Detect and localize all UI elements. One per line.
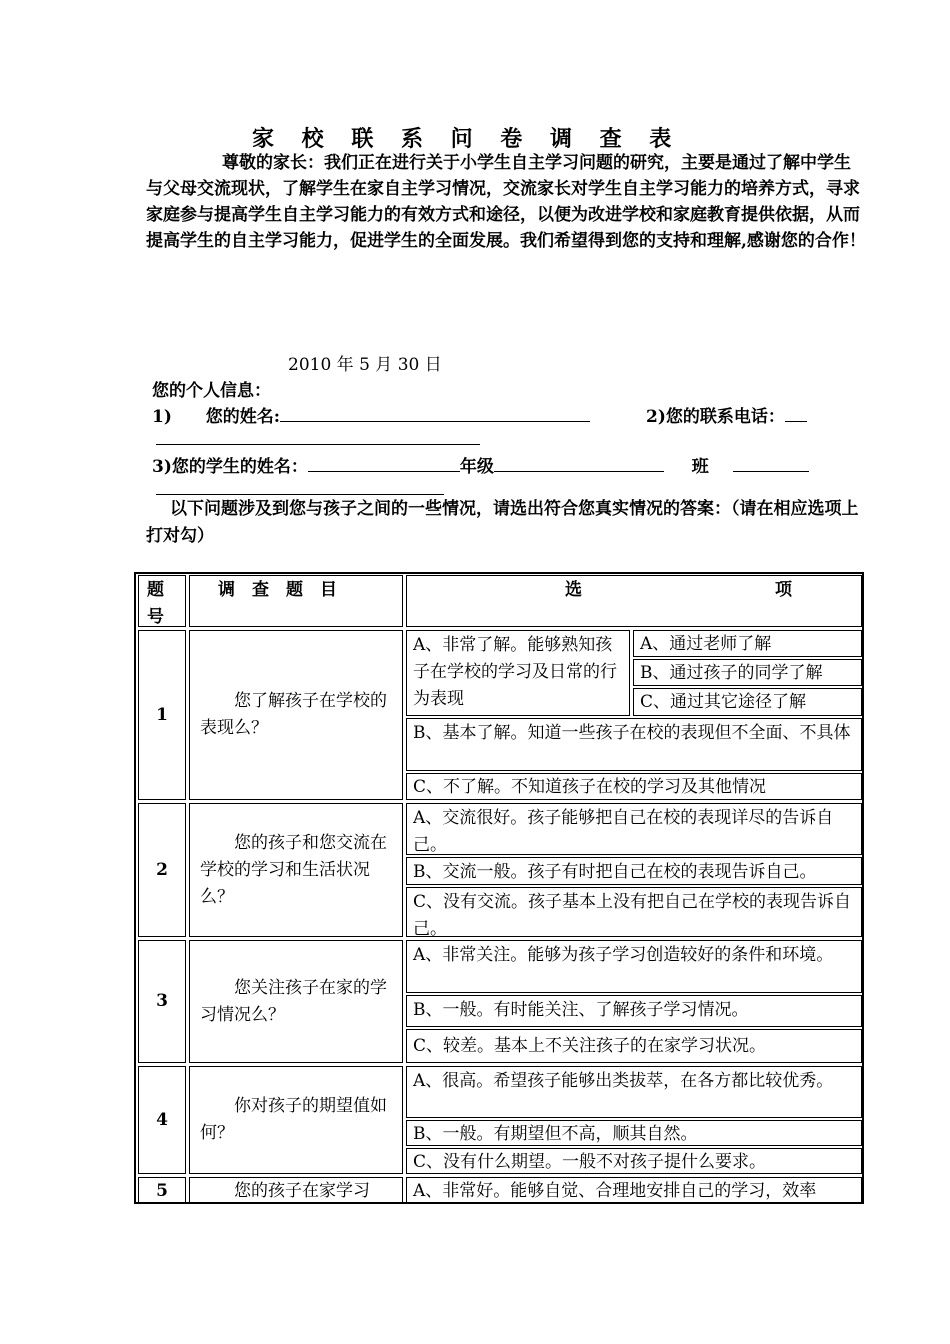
class-label: 班: [691, 457, 709, 477]
row-2-option-b[interactable]: B、交流一般。孩子有时把自己在校的表现告诉自己。: [406, 857, 862, 885]
student-field-row: [152, 452, 809, 477]
survey-table: [134, 572, 864, 1204]
name-field-label: 您的姓名:: [205, 407, 280, 427]
row-1-option-c[interactable]: C、不了解。不知道孩子在校的学习及其他情况: [406, 773, 862, 800]
row-4-option-a[interactable]: A、很高。希望孩子能够出类拔萃，在各方都比较优秀。: [406, 1066, 862, 1118]
row-4-question: 你对孩子的期望值如何？: [189, 1066, 403, 1174]
row-1-question: 您了解孩子在学校的表现么？: [189, 630, 403, 800]
row-1-option-b[interactable]: B、基本了解。知道一些孩子在校的表现但不全面、不具体: [406, 718, 862, 771]
row-5-option-a[interactable]: A、非常好。能够自觉、合理地安排自己的学习，效率: [406, 1177, 862, 1204]
row-2-option-c[interactable]: C、没有交流。孩子基本上没有把自己在学校的表现告诉自己。: [406, 887, 862, 937]
row-1-number: 1: [138, 630, 186, 800]
student-field-blank-2[interactable]: [156, 476, 444, 495]
header-question: 调 查 题 目: [189, 575, 403, 627]
date-text: 2010 年 5 月 30 日: [288, 355, 442, 375]
name-field-blank[interactable]: [280, 403, 590, 422]
row-4-option-c[interactable]: C、没有什么期望。一般不对孩子提什么要求。: [406, 1148, 862, 1174]
student-name-blank[interactable]: [308, 453, 460, 472]
header-options: [406, 575, 862, 627]
row-2-number: 2: [138, 803, 186, 937]
row-3-number: 3: [138, 940, 186, 1063]
header-options-1: 选: [565, 580, 582, 600]
row-3-option-c[interactable]: C、较差。基本上不关注孩子的在家学习状况。: [406, 1029, 862, 1063]
phone-field-row: [646, 402, 807, 427]
name-field-number: 1): [152, 407, 172, 427]
row-1-sub-option-a[interactable]: A、通过老师了解: [633, 630, 862, 657]
intro-paragraph: 尊敬的家长：我们正在进行关于小学生自主学习问题的研究，主要是通过了解中学生与父母交流现状，了解学生在家自主学习情况，交流家长对学生自主学习能力的培养方式，寻求家庭参与提高学生自主学习能力的有效方式和途径，以便为改进学校和家庭教育提供依据，从而提高学生的自主学习能力，促进学生的全面发展。我们希望得到您的支持和理解,感谢您的合作！: [146, 153, 866, 251]
row-5-question: 您的孩子在家学习: [189, 1177, 403, 1204]
phone-field-blank[interactable]: [785, 403, 807, 422]
instructions-text: 以下问题涉及到您与孩子之间的一些情况，请选出符合您真实情况的答案：（请在相应选项上打对勾）: [146, 499, 859, 546]
row-1-sub-option-b[interactable]: B、通过孩子的同学了解: [633, 659, 862, 686]
name-field-row: [152, 402, 590, 427]
personal-info-label: 您的个人信息：: [152, 381, 271, 401]
row-1-sub-option-c[interactable]: C、通过其它途径了解: [633, 688, 862, 716]
row-4-number: 4: [138, 1066, 186, 1174]
grade-label: 年级: [459, 457, 494, 477]
row-3-option-b[interactable]: B、一般。有时能关注、了解孩子学习情况。: [406, 995, 862, 1027]
row-2-question: 您的孩子和您交流在学校的学习和生活状况么？: [189, 803, 403, 937]
row-3-question: 您关注孩子在家的学习情况么？: [189, 940, 403, 1063]
phone-field-label: 2)您的联系电话：: [646, 407, 785, 427]
header-number: 题号: [138, 575, 186, 627]
phone-field-blank-2[interactable]: [156, 426, 480, 445]
phone-field-continuation: [156, 426, 480, 450]
row-2-option-a[interactable]: A、交流很好。孩子能够把自己在校的表现详尽的告诉自己。: [406, 803, 862, 855]
row-1-option-a[interactable]: A、非常了解。能够熟知孩子在学校的学习及日常的行为表现: [406, 630, 630, 716]
row-5-number: 5: [138, 1177, 186, 1204]
row-4-option-b[interactable]: B、一般。有期望但不高，顺其自然。: [406, 1120, 862, 1146]
student-name-label: 3)您的学生的姓名：: [152, 457, 308, 477]
document-title: 家 校 联 系 问 卷 调 查 表: [252, 126, 682, 152]
class-blank[interactable]: [733, 453, 809, 472]
row-3-option-a[interactable]: A、非常关注。能够为孩子学习创造较好的条件和环境。: [406, 940, 862, 993]
header-options-2: 项: [775, 580, 792, 600]
grade-blank[interactable]: [494, 453, 664, 472]
